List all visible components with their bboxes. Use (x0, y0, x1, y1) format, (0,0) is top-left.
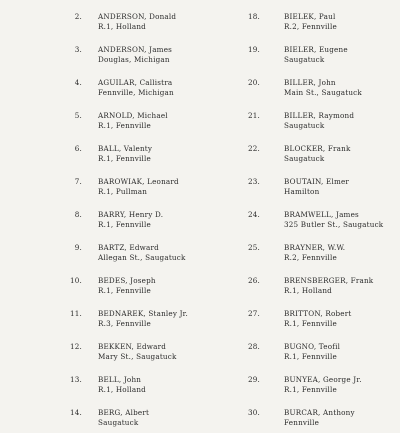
entry-number: 9. (74, 243, 82, 252)
entry-address: R.1, Fennville (284, 384, 337, 394)
entry-number: 8. (74, 210, 82, 219)
entry-number: 19. (247, 45, 260, 54)
entry-name: BLOCKER, Frank (284, 144, 351, 153)
entry-name: BILLER, John (284, 78, 336, 87)
entry-text (98, 309, 188, 328)
entry-address: R.1, Fennville (98, 120, 151, 130)
entry-name: BAROWIAK, Leonard (98, 177, 179, 186)
entry-name: BILLER, Raymond (284, 111, 355, 120)
entry-name: BELL, John (98, 375, 142, 384)
entry-number: 5. (74, 111, 82, 120)
list-item (52, 169, 242, 202)
right-column (238, 4, 400, 433)
entry-address: R.2, Fennville (284, 252, 337, 262)
entry-name: BUGNO, Teofil (284, 342, 341, 351)
entry-text (284, 309, 351, 328)
entry-address: Douglas, Michigan (98, 54, 170, 64)
entry-address: R.1, Fennville (98, 219, 151, 229)
list-item (238, 367, 400, 400)
entry-number: 11. (69, 309, 82, 318)
entry-text (98, 408, 149, 427)
entry-number: 30. (247, 408, 260, 417)
entry-number: 22. (247, 144, 260, 153)
entry-name: BALL, Valenty (98, 144, 153, 153)
entry-text (98, 45, 172, 64)
entry-text (284, 210, 383, 229)
entry-number: 21. (247, 111, 260, 120)
list-item (238, 136, 400, 169)
entry-number: 2. (74, 12, 82, 21)
list-item (52, 4, 242, 37)
entry-text (284, 144, 351, 163)
entry-name: BRITTON, Robert (284, 309, 352, 318)
entry-text (284, 111, 354, 130)
list-item (238, 334, 400, 367)
entry-name: ARNOLD, Michael (98, 111, 168, 120)
entry-address: R.1, Fennville (98, 153, 151, 163)
list-item (52, 70, 242, 103)
entry-number: 25. (247, 243, 260, 252)
entry-number: 28. (247, 342, 260, 351)
entry-text (284, 408, 355, 427)
list-item (238, 37, 400, 70)
entry-address: Saugatuck (284, 120, 325, 130)
list-item (238, 235, 400, 268)
entry-address: R.1, Fennville (284, 351, 337, 361)
entry-text (98, 243, 186, 262)
entry-address: 325 Butler St., Saugatuck (284, 219, 384, 229)
entry-number: 26. (247, 276, 260, 285)
entry-name: ANDERSON, Donald (98, 12, 177, 21)
entry-address: R.1, Fennville (284, 318, 337, 328)
entry-name: BOUTAIN, Elmer (284, 177, 350, 186)
list-item (238, 400, 400, 433)
entry-address: Main St., Saugatuck (284, 87, 362, 97)
entry-number: 20. (247, 78, 260, 87)
entry-text (284, 342, 340, 361)
entry-address: R.1, Holland (284, 285, 332, 295)
entry-name: BEDES, Joseph (98, 276, 156, 285)
entry-address: Fennville (284, 417, 320, 427)
entry-number: 3. (74, 45, 82, 54)
entry-name: ANDERSON, James (98, 45, 173, 54)
entry-number: 4. (74, 78, 82, 87)
entry-text (98, 276, 156, 295)
list-item (52, 268, 242, 301)
entry-text (98, 210, 163, 229)
list-item (238, 301, 400, 334)
list-item (238, 103, 400, 136)
entry-address: R.1, Holland (98, 21, 146, 31)
entry-text (98, 177, 179, 196)
entry-text (98, 144, 152, 163)
entry-name: BARTZ, Edward (98, 243, 159, 252)
entry-address: R.2, Fennville (284, 21, 337, 31)
entry-address: R.3, Fennville (98, 318, 151, 328)
entry-text (98, 111, 168, 130)
entry-text (284, 243, 345, 262)
list-item (52, 301, 242, 334)
entry-number: 12. (69, 342, 82, 351)
entry-text (284, 45, 348, 64)
entry-address: Allegan St., Saugatuck (98, 252, 186, 262)
entry-text (284, 375, 362, 394)
list-item (238, 202, 400, 235)
entry-name: BRENSBERGER, Frank (284, 276, 374, 285)
entry-name: BIELEK, Paul (284, 12, 336, 21)
entry-address: R.1, Fennville (98, 285, 151, 295)
list-item (52, 103, 242, 136)
list-item (52, 235, 242, 268)
list-item (52, 334, 242, 367)
entry-name: BIELER, Eugene (284, 45, 348, 54)
entry-name: BRAMWELL, James (284, 210, 359, 219)
entry-address: R.1, Pullman (98, 186, 148, 196)
left-column (52, 4, 242, 433)
entry-number: 29. (247, 375, 260, 384)
entry-address: Fennville, Michigan (98, 87, 174, 97)
entry-text (284, 177, 349, 196)
entry-text (284, 78, 362, 97)
entry-number: 24. (247, 210, 260, 219)
entry-text (98, 12, 176, 31)
entry-address: Saugatuck (284, 54, 325, 64)
entry-text (284, 276, 373, 295)
entry-address: Saugatuck (284, 153, 325, 163)
list-item (238, 268, 400, 301)
entry-name: BERG, Albert (98, 408, 150, 417)
entry-address: Hamilton (284, 186, 320, 196)
entry-text (98, 375, 146, 394)
entry-text (284, 12, 337, 31)
entry-number: 23. (247, 177, 260, 186)
entry-text (98, 78, 174, 97)
entry-name: BEDNAREK, Stanley Jr. (98, 309, 189, 318)
entry-name: BEKKEN, Edward (98, 342, 167, 351)
entry-name: BURCAR, Anthony (284, 408, 355, 417)
list-item (238, 70, 400, 103)
list-item (52, 400, 242, 433)
list-item (238, 169, 400, 202)
entry-number: 14. (69, 408, 82, 417)
entry-name: BARRY, Henry D. (98, 210, 164, 219)
list-item (238, 4, 400, 37)
entry-address: Saugatuck (98, 417, 139, 427)
entry-name: BUNYEA, George Jr. (284, 375, 362, 384)
entry-number: 13. (69, 375, 82, 384)
list-item (52, 37, 242, 70)
entry-text (98, 342, 177, 361)
entry-name: BRAYNER, W.W. (284, 243, 346, 252)
entry-number: 6. (74, 144, 82, 153)
entry-number: 18. (247, 12, 260, 21)
list-item (52, 367, 242, 400)
entry-address: R.1, Holland (98, 384, 146, 394)
entry-name: AGUILAR, Callistra (98, 78, 173, 87)
list-item (52, 202, 242, 235)
entry-number: 7. (74, 177, 82, 186)
entry-number: 27. (247, 309, 260, 318)
list-item (52, 136, 242, 169)
entry-number: 10. (69, 276, 82, 285)
entry-address: Mary St., Saugatuck (98, 351, 177, 361)
